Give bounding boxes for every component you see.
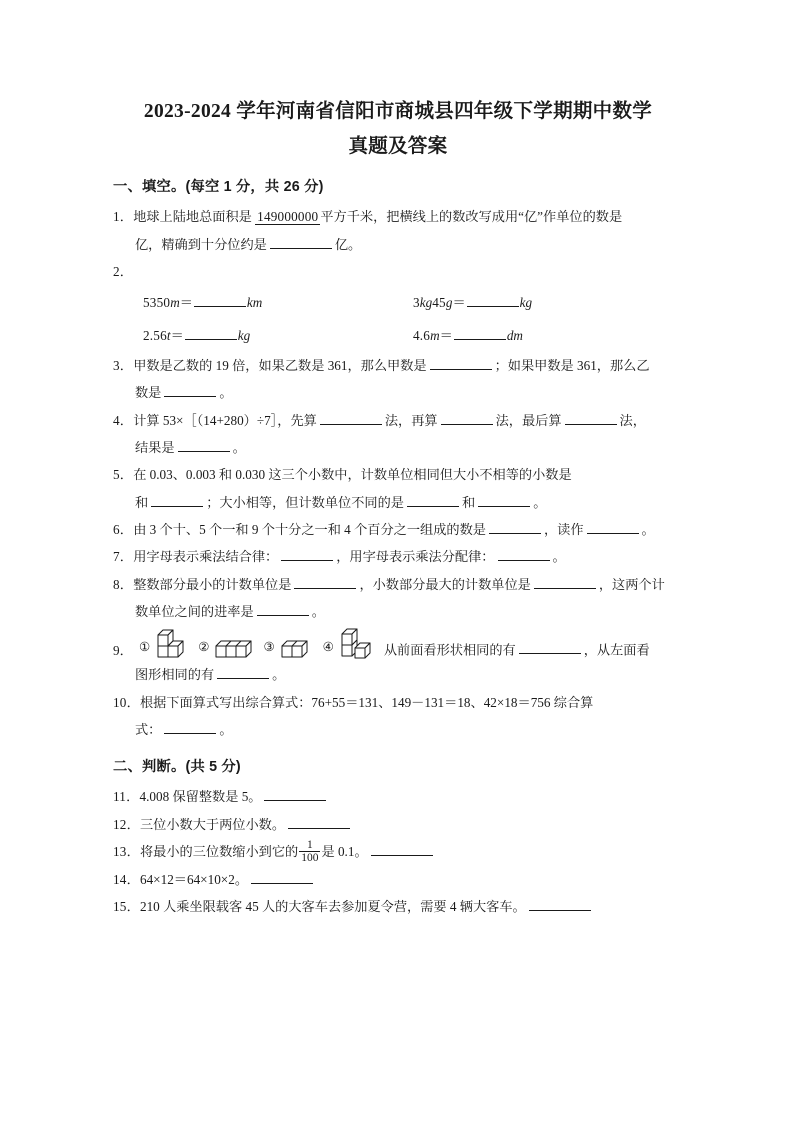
question-10 [113, 689, 683, 744]
question-12-number: 12． [113, 816, 140, 832]
question-14-number: 14． [113, 871, 140, 887]
question-8-number: 8． [113, 576, 134, 592]
conversion-cell-4 [413, 320, 683, 352]
two-cubes-pair-icon [279, 625, 321, 661]
question-10-blank-1[interactable] [164, 720, 216, 734]
question-13-fraction [299, 839, 320, 865]
question-7 [113, 543, 683, 570]
question-4-text-f: 。 [232, 440, 246, 456]
question-4-text-b: 法，再算 [384, 412, 438, 428]
question-3-blank-2[interactable] [164, 384, 216, 398]
question-9-second-line [113, 661, 683, 688]
conversion-row-2 [143, 320, 683, 352]
question-14 [113, 866, 683, 893]
question-1-number: 1． [113, 209, 134, 225]
fraction-denominator: 100 [301, 852, 319, 865]
question-8-blank-3[interactable] [257, 603, 309, 617]
question-3-text-c: 数是 [135, 385, 162, 401]
question-15 [113, 893, 683, 920]
question-6-text-c: 。 [641, 522, 655, 538]
question-11-text: 4.008 保留整数是 5。 [139, 789, 262, 805]
question-12 [113, 811, 683, 838]
question-10-text-a: 根据下面算式写出综合算式：76+55＝131、149－131＝18、42×18＝756 综合算 [139, 694, 594, 710]
question-4-text-c: 法，最后算 [495, 412, 562, 428]
conv-3-expr: 2.56 [143, 327, 167, 343]
conv-2-eq: ＝ [452, 295, 466, 311]
shape-label-4: ④ [322, 640, 334, 655]
conversion-row-1 [143, 287, 683, 319]
question-9 [113, 625, 683, 688]
question-11 [113, 783, 683, 810]
shape-item-3 [263, 625, 320, 661]
question-10-number: 10． [113, 694, 140, 710]
conv-1-unit-from: m [170, 295, 180, 311]
question-3-blank-1[interactable] [430, 357, 492, 371]
question-2-conversion-grid [113, 287, 683, 352]
question-7-number: 7． [113, 549, 134, 565]
question-3 [113, 352, 683, 407]
page-title [113, 95, 683, 164]
question-2 [113, 258, 683, 285]
question-6-number: 6． [113, 522, 134, 538]
conv-1-blank[interactable] [194, 294, 246, 308]
conv-2-expr: 3 [413, 295, 420, 311]
fraction-numerator: 1 [306, 839, 313, 852]
question-3-number: 3． [113, 358, 134, 374]
question-6-text-b: ，读作 [543, 522, 584, 538]
question-12-blank[interactable] [288, 815, 350, 829]
shape-label-1: ① [139, 640, 151, 655]
question-4-number: 4． [113, 412, 134, 428]
question-5-text-a: 在 0.03、0.003 和 0.030 这三个小数中，计数单位相同但大小不相等的小数是 [133, 467, 572, 483]
question-10-text-c: 。 [219, 722, 233, 738]
question-1-text-b: 平方千米，把横线上的数改写成用“亿”作单位的数是 [320, 209, 623, 225]
conv-1-eq: ＝ [179, 295, 193, 311]
question-13-text-b: 是 0.1。 [321, 844, 368, 859]
conv-1-unit-to: km [246, 295, 263, 311]
question-4-blank-3[interactable] [565, 411, 617, 425]
question-10-text-b: 式： [135, 722, 162, 738]
question-4-text-d: 法， [619, 412, 646, 428]
question-9-text-b: ，从左面看 [583, 642, 650, 658]
row-of-three-cubes-icon [213, 625, 261, 661]
question-7-text-c: 。 [552, 549, 566, 565]
question-3-text-b: ；如果甲数是 361，那么乙 [494, 358, 650, 374]
question-7-blank-1[interactable] [281, 548, 333, 562]
question-5-text-b: 和 [135, 494, 149, 510]
question-15-text: 210 人乘坐限载客 45 人的大客车去参加夏令营，需要 4 辆大客车。 [139, 899, 526, 915]
question-8-text-b: ，小数部分最大的计数单位是 [359, 576, 531, 592]
question-1-text-a: 地球上陆地总面积是 [133, 209, 252, 225]
question-9-blank-1[interactable] [519, 641, 581, 655]
question-9-shape-strip [139, 625, 384, 661]
shape-label-2: ② [198, 640, 210, 655]
question-7-text-b: ，用字母表示乘法分配律： [336, 549, 495, 565]
title-line-2: 真题及答案 [348, 135, 448, 157]
question-7-text-a: 用字母表示乘法结合律： [133, 549, 279, 565]
question-9-text-c: 图形相同的有 [135, 667, 215, 683]
shape-item-2 [198, 625, 261, 661]
conv-3-blank[interactable] [185, 326, 237, 340]
question-1-text-d: 亿。 [334, 236, 362, 252]
question-8-text-a: 整数部分最小的计数单位是 [133, 576, 292, 592]
question-9-number: 9． [113, 643, 133, 659]
conv-4-expr: 4.6 [413, 327, 431, 343]
conv-4-eq: ＝ [439, 327, 453, 343]
question-13-number: 13． [113, 844, 140, 859]
question-4-blank-2[interactable] [441, 411, 493, 425]
conv-3-unit-from: t [166, 327, 171, 343]
question-5-blank-2[interactable] [407, 493, 459, 507]
question-11-blank[interactable] [264, 788, 326, 802]
question-14-blank[interactable] [251, 870, 313, 884]
conv-4-blank[interactable] [454, 326, 506, 340]
question-9-first-line [113, 625, 683, 661]
question-3-text-a: 甲数是乙数的 19 倍，如果乙数是 361，那么甲数是 [133, 358, 427, 374]
shape-label-3: ③ [263, 640, 275, 655]
conv-3-eq: ＝ [170, 327, 184, 343]
question-11-number: 11． [113, 789, 140, 805]
question-5-text-e: 。 [533, 494, 547, 510]
question-9-text-a: 从前面看形状相同的有 [383, 642, 516, 658]
conv-2-unit-from: kg [419, 295, 433, 311]
question-5 [113, 461, 683, 516]
conversion-cell-1 [143, 287, 413, 319]
question-2-number: 2． [113, 264, 134, 280]
question-3-text-d: 。 [219, 385, 233, 401]
question-4 [113, 407, 683, 462]
question-9-tail [384, 641, 650, 662]
question-6-blank-2[interactable] [587, 521, 639, 535]
conv-2-unit-to: kg [519, 295, 533, 311]
question-1-underlined-value: 149000000 [257, 209, 319, 225]
question-9-blank-2[interactable] [217, 666, 269, 680]
conv-2-blank[interactable] [467, 294, 519, 308]
question-1 [113, 203, 683, 258]
question-4-text-e: 结果是 [135, 440, 175, 456]
question-8-text-d: 数单位之间的进率是 [135, 604, 254, 620]
question-5-blank-1[interactable] [151, 493, 203, 507]
question-8 [113, 571, 683, 626]
question-8-text-c: ，这两个计 [598, 576, 665, 592]
conv-3-unit-to: kg [237, 327, 251, 343]
section-heading-true-false: 二、判断。(共 5 分) [113, 759, 241, 776]
stacked-cubes-with-side-icon [338, 625, 382, 661]
question-15-blank[interactable] [529, 898, 591, 912]
question-12-text: 三位小数大于两位小数。 [139, 816, 286, 832]
question-4-blank-1[interactable] [320, 411, 382, 425]
question-1-text-c: 亿，精确到十分位约是 [135, 236, 267, 252]
question-8-blank-1[interactable] [294, 575, 356, 589]
question-7-blank-2[interactable] [498, 548, 550, 562]
question-5-text-d: 和 [462, 494, 476, 510]
question-13 [113, 838, 683, 866]
question-5-blank-3[interactable] [478, 493, 530, 507]
question-5-number: 5． [113, 467, 134, 483]
shape-item-1 [139, 625, 196, 661]
title-line-1: 2023-2024 学年河南省信阳市商城县四年级下学期期中数学 [143, 101, 653, 122]
conv-4-unit-to: dm [506, 327, 523, 343]
question-8-text-e: 。 [311, 604, 325, 620]
conv-2-mid: 45 [432, 295, 446, 311]
conversion-cell-2 [413, 287, 683, 319]
question-1-blank-2[interactable] [270, 235, 332, 249]
question-6 [113, 516, 683, 543]
question-4-blank-4[interactable] [178, 439, 230, 453]
question-9-text-d: 。 [272, 667, 286, 683]
question-8-blank-2[interactable] [534, 575, 596, 589]
shape-item-4 [323, 625, 382, 661]
section-heading-fill-in-blanks: 一、填空。(每空 1 分，共 26 分) [113, 179, 324, 196]
conv-4-unit-from: m [430, 327, 440, 343]
conversion-cell-3 [143, 320, 413, 352]
conv-1-expr: 5350 [143, 295, 171, 311]
page-content [113, 95, 683, 921]
question-13-blank[interactable] [371, 842, 433, 856]
question-13-text-a: 将最小的三位数缩小到它的 [139, 844, 299, 859]
question-5-text-c: ；大小相等，但计数单位不同的是 [206, 494, 404, 510]
conv-2-mid-unit: g [445, 295, 453, 311]
question-15-number: 15． [113, 899, 140, 915]
question-6-text-a: 由 3 个十、5 个一和 9 个十分之一和 4 个百分之一组成的数是 [133, 522, 486, 538]
l-shaped-cubes-icon [154, 625, 196, 661]
question-14-text: 64×12＝64×10×2。 [139, 871, 249, 887]
question-6-blank-1[interactable] [489, 521, 541, 535]
question-4-text-a: 计算 53×［（14+280）÷7］，先算 [133, 412, 317, 428]
